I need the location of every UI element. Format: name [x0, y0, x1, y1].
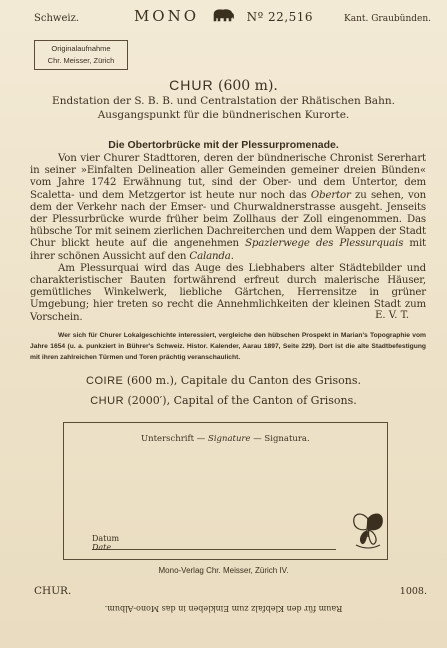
article-heading: Die Obertorbrücke mit der Plessurpromenade. [108, 139, 339, 151]
subtitle-1: Endstation der S. B. B. und Centralstation der Rhätischen Bahn. [52, 95, 395, 107]
date-line [92, 537, 336, 550]
canton-label: Kant. Graubünden. [344, 14, 431, 24]
photographer-stamp [34, 40, 128, 70]
stamp-line-1: Originalaufnahme [51, 44, 111, 53]
subtitle-2: Ausgangspunkt für die bündnerischen Kurorte. [97, 109, 350, 121]
town-elevation: (600 m). [218, 78, 278, 94]
elephant-logo-icon [211, 8, 235, 22]
author-initials: E. V. T. [375, 310, 409, 321]
signature-label: Unterschrift — Signature — Signatura. [141, 434, 310, 444]
publisher-line: Mono-Verlag Chr. Meisser, Zürich IV. [158, 566, 289, 575]
french-caption: COIRE (600 m.), Capitale du Canton des Grisons. [86, 374, 361, 387]
serial-number: Nº 22,516 [246, 10, 314, 24]
country-label: Schweiz. [34, 13, 80, 24]
page-title [0, 77, 447, 94]
date-label: Datum Date [92, 534, 120, 552]
brand-name: MONO [133, 7, 200, 25]
place-label: CHUR. [34, 585, 72, 597]
stamp-line-2: Chr. Meisser, Zürich [47, 56, 115, 65]
album-strip-note: Raum für den Klebfalz zum Einkleben in das Mono-Album. [104, 604, 343, 613]
footnote: Wer sich für Churer Lokalgeschichte interessiert, vergleiche den hübschen Prospekt in Marian's Topographie vom Jahre 1654 (u. a. punkziert in Bührer's Schweiz. Histor. Kalender, Aarau 1897, Seite 229). Dort ist die alte Stadtbefestigung mit ihren zahlreichen Türmen und Toren prächtig veranschaulicht. [30, 332, 426, 361]
paragraph-2: Am Plessurquai wird das Auge des Liebhabers alter Städtebilder und charakteristischer Bauten fortwährend erfreut durch malerische Häuser, gemütliches Winkelwerk, liebliche Gärtchen, Herrensitze in grüner Umgebung; hier treten so recht die Annehmlichkeiten der kleinen Stadt zum Vorschein. [30, 262, 426, 323]
butterfly-emblem-icon [350, 511, 386, 551]
signature-box [63, 422, 388, 560]
card-number: 1008. [399, 586, 427, 597]
article-body [30, 153, 426, 324]
english-caption: CHUR (2000′), Capital of the Canton of Grisons. [90, 394, 357, 407]
town-name: CHUR [169, 77, 214, 93]
paragraph-1: Von vier Churer Stadttoren, deren der bündnerische Chronist Sererhart in seiner »Einfalten Delineation aller Gemeinden gemeiner dreien Bünden« vom Jahre 1742 Erwähnung tut, sind der Ober- und dem Untertor, dem Scaletta- und dem Metzgertor ist heute nur noch das Obertor zu sehen, von dem der Verkehr nach der Emser- und Churwaldnerstrasse ausgeht. Jenseits der Plessurbrücke wurde früher beim Zollhaus der Zoll eingenommen. Das hübsche Tor mit seinem zierlichen Dachreiterchen und dem Wappen der Stadt Chur blickt heute auf die angenehmen Spazierwege des Plessurquais mit ihrer schönen Aussicht auf den Calanda. [30, 153, 426, 262]
